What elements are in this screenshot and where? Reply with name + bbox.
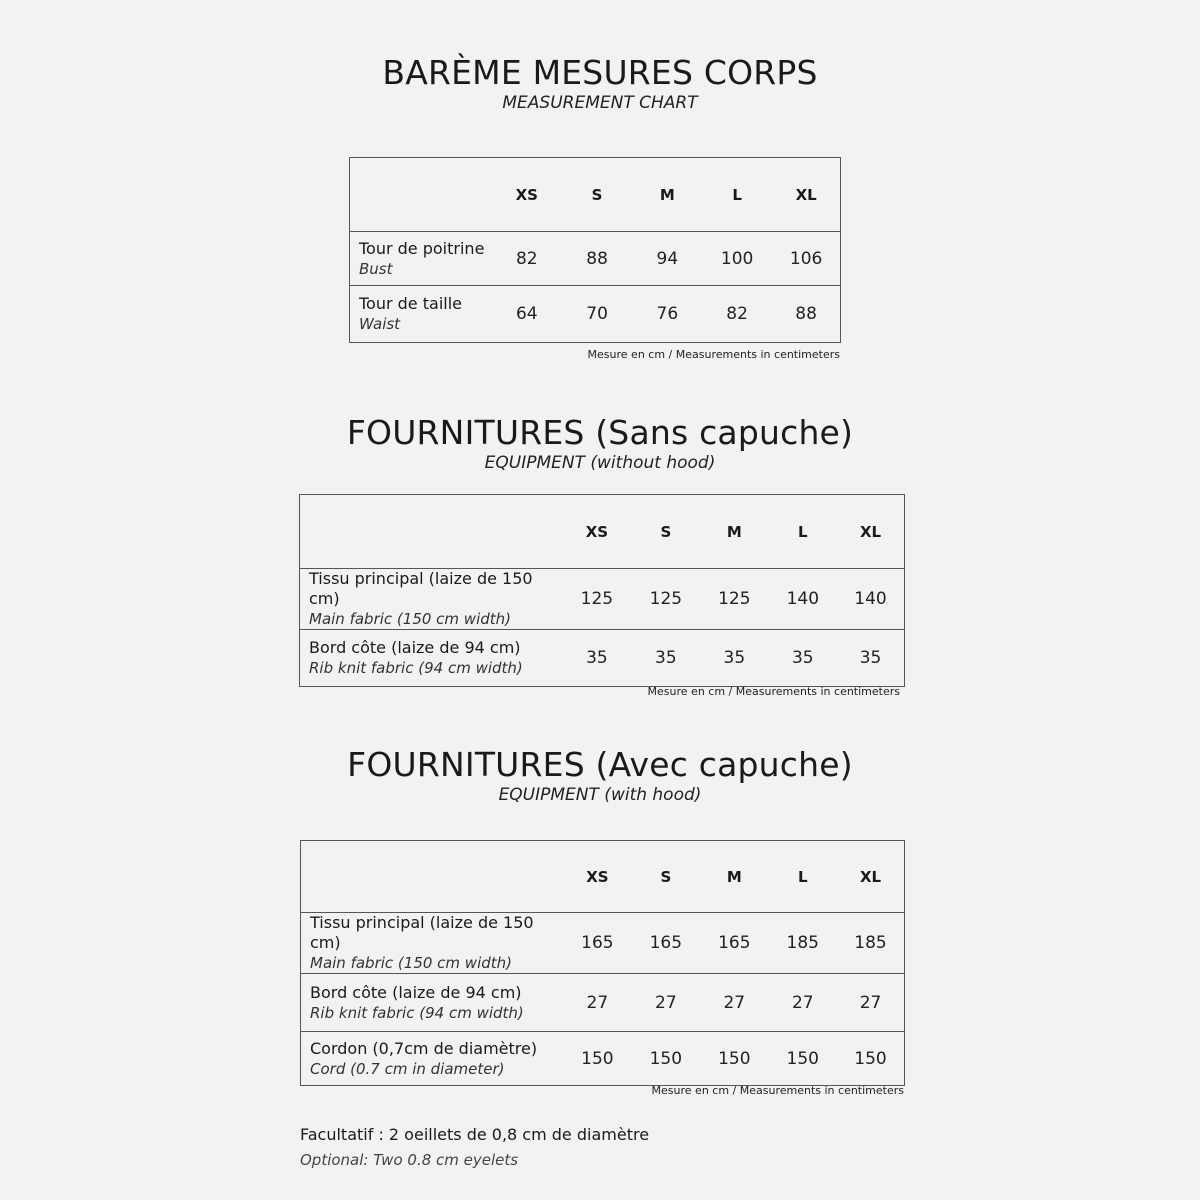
table-header-row: [301, 841, 905, 913]
measurement-table: [349, 157, 841, 343]
row-label-fr: Tour de taille: [359, 294, 462, 313]
equipment-hood-header: [0, 746, 1200, 806]
size-header: XS: [562, 495, 631, 569]
equipment-no-hood-note: Mesure en cm / Measurements in centimeters: [647, 685, 900, 698]
row-label-en: Rib knit fabric (94 cm width): [310, 1003, 524, 1022]
measurement-title: BARÈME MESURES CORPS: [382, 53, 818, 92]
table-cell: 150: [632, 1032, 700, 1086]
table-cell: 125: [718, 589, 751, 609]
size-header: M: [700, 495, 768, 569]
table-cell: 82: [515, 248, 538, 269]
table-cell: 82: [702, 286, 772, 343]
table-cell: 27: [563, 974, 631, 1032]
table-row: [301, 1032, 905, 1086]
measurement-subtitle: MEASUREMENT CHART: [502, 93, 698, 113]
size-header: M: [633, 158, 702, 232]
row-label-fr: Tissu principal (laize de 150 cm): [309, 569, 533, 608]
table-cell: 76: [633, 286, 702, 343]
size-header: L: [702, 158, 772, 232]
row-label-en: Main fabric (150 cm width): [310, 954, 512, 972]
table-row: [350, 232, 841, 286]
table-cell: 106: [789, 248, 823, 269]
row-label: [350, 232, 493, 286]
table-cell: 35: [700, 630, 768, 687]
table-cell: 64: [492, 286, 561, 343]
row-label: [350, 286, 493, 343]
table-cell: 185: [854, 933, 887, 953]
row-label: [301, 913, 564, 974]
table-cell: 88: [586, 248, 608, 269]
table-cell: 94: [656, 248, 679, 269]
row-label: [300, 630, 563, 687]
table-cell: 165: [649, 933, 683, 953]
equipment-no-hood-table: [299, 494, 905, 687]
row-label-fr: Tissu principal (laize de 150 cm): [310, 913, 534, 952]
header-empty-cell: [301, 841, 564, 913]
size-header: S: [632, 495, 700, 569]
table-cell: 27: [837, 974, 904, 1032]
table-cell: 27: [700, 974, 768, 1032]
optional-note-fr: Facultatif : 2 oeillets de 0,8 cm de diamètre: [300, 1125, 650, 1144]
table-cell: 35: [769, 630, 837, 687]
table-row: [300, 630, 905, 687]
size-header: S: [561, 158, 632, 232]
table-cell: 27: [632, 974, 700, 1032]
header-empty-cell: [350, 158, 493, 232]
equipment-hood-note: Mesure en cm / Measurements in centimeters: [651, 1084, 904, 1097]
row-label: [301, 974, 564, 1032]
table-cell: 35: [562, 630, 631, 687]
table-row: [301, 974, 905, 1032]
equipment-hood-table: [300, 840, 905, 1086]
table-cell: 35: [837, 630, 904, 687]
row-label-fr: Cordon (0,7cm de diamètre): [310, 1038, 538, 1058]
equipment-no-hood-header: [0, 414, 1200, 474]
table-header-row: [350, 158, 841, 232]
row-label-en: Rib knit fabric (94 cm width): [309, 659, 523, 677]
table-cell: 35: [632, 630, 700, 687]
size-header: M: [700, 841, 768, 913]
size-header: L: [769, 841, 837, 913]
row-label-fr: Tour de poitrine: [359, 238, 485, 258]
row-label: [300, 569, 563, 630]
row-label-en: Waist: [359, 315, 401, 333]
table-cell: 165: [718, 933, 751, 953]
equipment-no-hood-title: FOURNITURES (Sans capuche): [346, 413, 854, 452]
table-row: [350, 286, 841, 343]
size-header: XS: [492, 158, 561, 232]
equipment-hood-title: FOURNITURES (Avec capuche): [347, 745, 853, 784]
row-label-en: Bust: [359, 259, 393, 278]
table-cell: 100: [720, 248, 754, 269]
size-header: XS: [563, 841, 631, 913]
equipment-no-hood-subtitle: EQUIPMENT (without hood): [484, 453, 716, 473]
row-label-fr: Bord côte (laize de 94 cm): [310, 982, 522, 1002]
table-cell: 70: [561, 286, 632, 343]
row-label-fr: Bord côte (laize de 94 cm): [309, 638, 521, 657]
table-cell: 150: [700, 1032, 768, 1086]
table-cell: 150: [769, 1032, 837, 1086]
header-empty-cell: [300, 495, 563, 569]
table-cell: 27: [769, 974, 837, 1032]
table-cell: 150: [837, 1032, 904, 1086]
table-cell: 88: [772, 286, 840, 343]
row-label-en: Main fabric (150 cm width): [309, 610, 511, 628]
table-row: [300, 569, 905, 630]
table-header-row: [300, 495, 905, 569]
size-header: S: [632, 841, 700, 913]
measurement-header: [0, 54, 1200, 114]
table-cell: 125: [580, 589, 614, 609]
equipment-hood-subtitle: EQUIPMENT (with hood): [498, 785, 702, 805]
measurement-note: Mesure en cm / Measurements in centimeters: [587, 348, 840, 361]
row-label: [301, 1032, 564, 1086]
table-cell: 185: [786, 933, 819, 953]
size-header: XL: [837, 495, 904, 569]
optional-note-en: Optional: Two 0.8 cm eyelets: [300, 1151, 519, 1169]
table-cell: 140: [786, 589, 820, 609]
table-cell: 165: [581, 933, 614, 953]
table-row: [301, 913, 905, 974]
table-cell: 125: [649, 589, 683, 609]
table-cell: 140: [854, 589, 887, 609]
size-header: L: [769, 495, 837, 569]
table-cell: 150: [563, 1032, 631, 1086]
row-label-en: Cord (0.7 cm in diameter): [310, 1059, 505, 1078]
size-header: XL: [772, 158, 840, 232]
size-header: XL: [837, 841, 904, 913]
